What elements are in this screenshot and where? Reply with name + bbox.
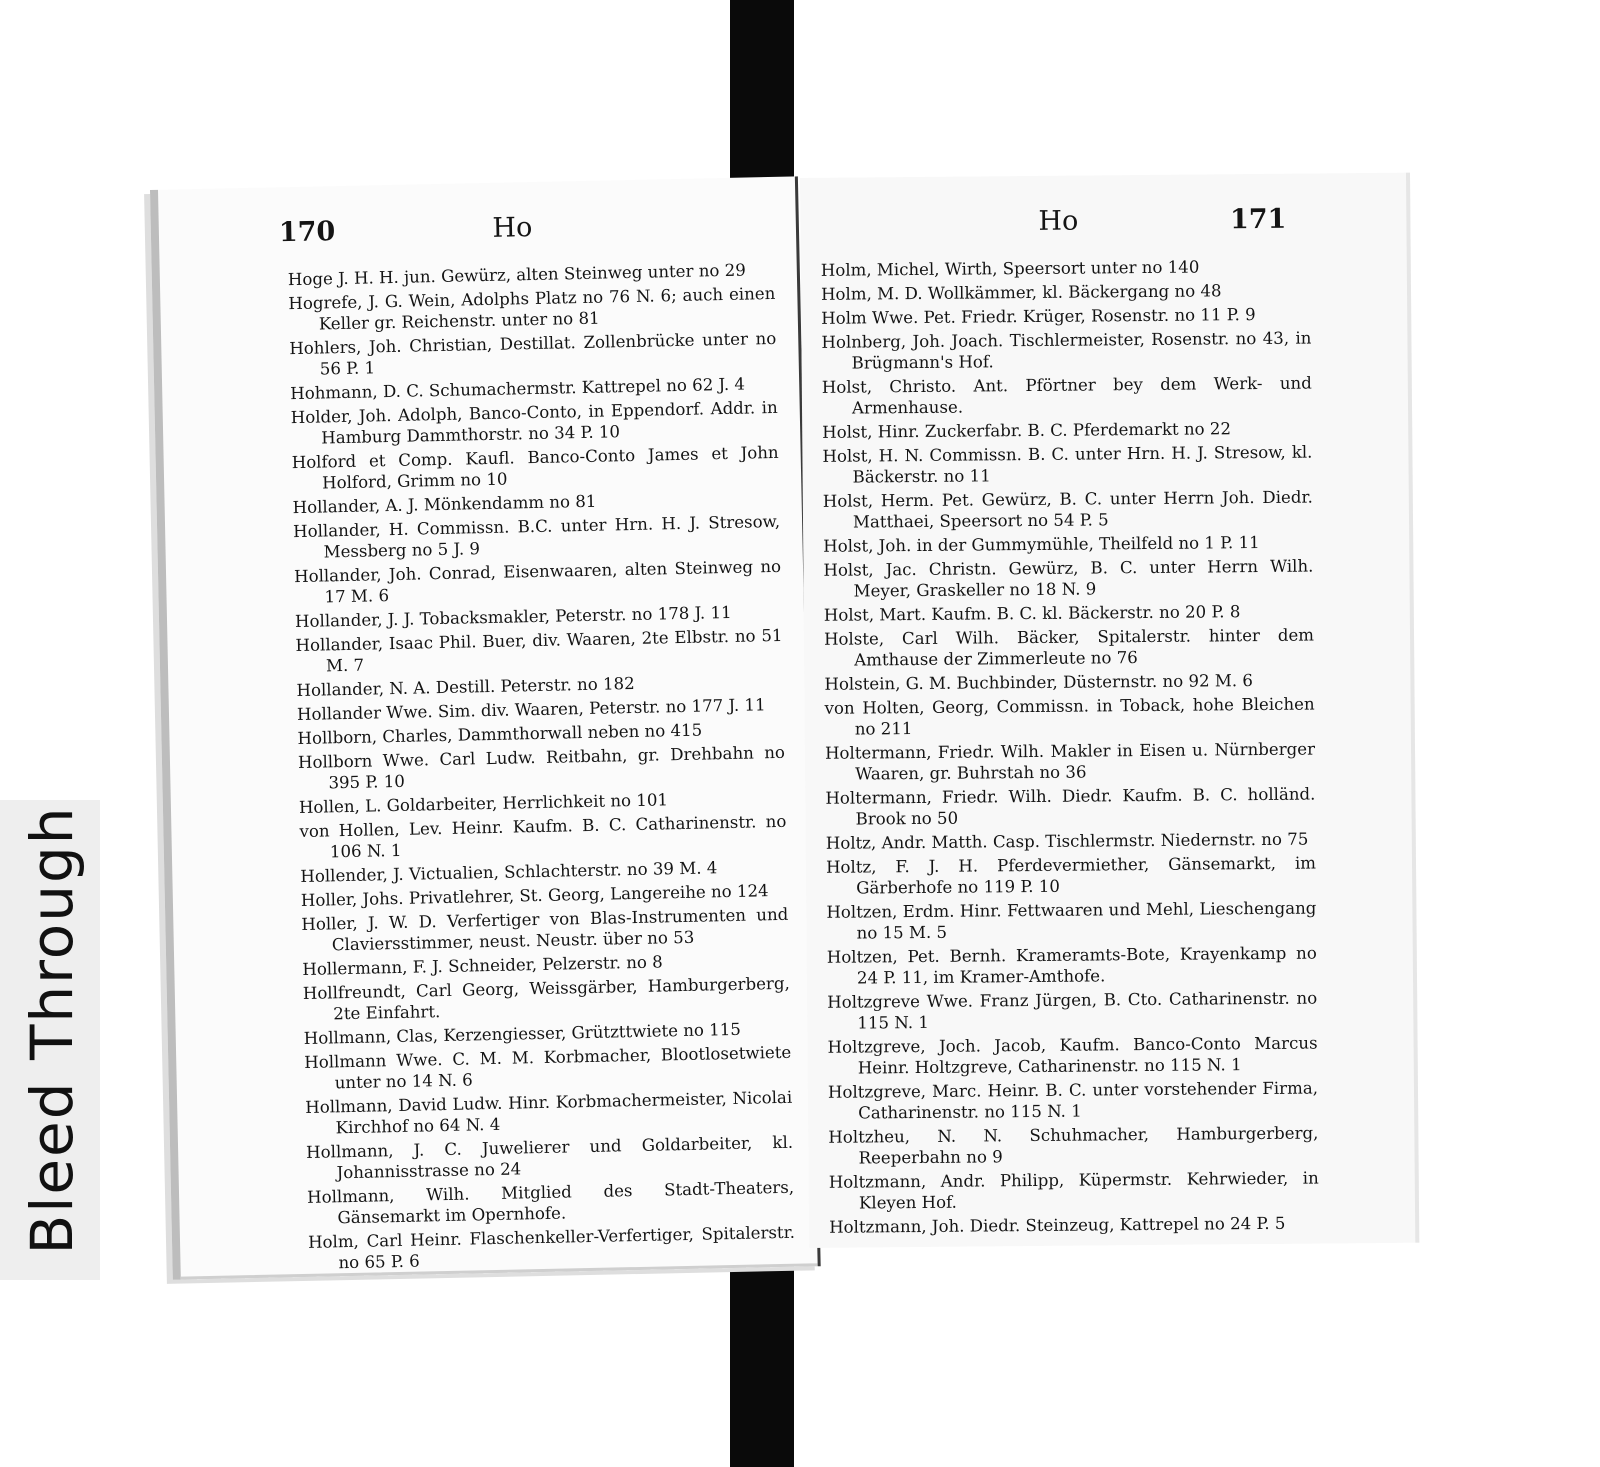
directory-entry: Hohlers, Joh. Christian, Destillat. Zollenbrücke unter no 56 P. 1: [289, 328, 777, 379]
directory-entry: Hollander, H. Commissn. B.C. unter Hrn. H. J. Stresow, Messberg no 5 J. 9: [292, 511, 781, 562]
side-label-text: Bleed Through: [18, 805, 86, 1255]
left-entry-list: [288, 259, 796, 1277]
directory-entry: Holtzen, Pet. Bernh. Krameramts-Bote, Krayenkamp no 24 P. 11, im Kramer-Amthofe.: [826, 943, 1317, 988]
directory-entry: Hoge J. H. H. jun. Gewürz, alten Steinweg unter no 29: [287, 260, 746, 290]
directory-entry: Holstein, G. M. Buchbinder, Düsternstr. no 92 M. 6: [824, 671, 1254, 694]
left-page: [150, 176, 821, 1279]
directory-entry: Holtzgreve Wwe. Franz Jürgen, B. Cto. Catharinenstr. no 115 N. 1: [827, 988, 1318, 1033]
directory-entry: Holm, M. D. Wollkämmer, kl. Bäckergang no 48: [820, 281, 1222, 304]
directory-entry: Hollmann, J. C. Juwelierer und Goldarbeiter, kl. Johannisstrasse no 24: [305, 1132, 794, 1183]
directory-entry: Hollander, Joh. Conrad, Eisenwaaren, alten Steinweg no 17 M. 6: [293, 556, 782, 607]
directory-entry: Hollen, L. Goldarbeiter, Herrlichkeit no 101: [298, 790, 669, 818]
directory-entry: Hollmann Wwe. C. M. M. Korbmacher, Blootlosetwiete unter no 14 N. 6: [304, 1042, 792, 1093]
directory-entry: Hollermann, F. J. Schneider, Pelzerstr. no 8: [302, 952, 663, 979]
directory-entry: Holnberg, Joh. Joach. Tischlermeister, Rosenstr. no 43, in Brügmann's Hof.: [821, 328, 1312, 373]
directory-entry: Holm, Carl Heinr. Flaschenkeller-Verfertiger, Spitalerstr. no 65 P. 6: [307, 1222, 796, 1273]
directory-entry: Hollborn, Charles, Dammthorwall neben no 415: [297, 720, 703, 749]
book-binding-strip-top: [730, 0, 794, 200]
directory-entry: Hogrefe, J. G. Wein, Adolphs Platz no 76 N. 6; auch einen Keller gr. Reichenstr. unter no 81: [288, 283, 776, 334]
directory-entry: Holst, Joh. in der Gummymühle, Theilfeld no 1 P. 11: [823, 533, 1260, 556]
directory-entry: Hollander, N. A. Destill. Peterstr. no 182: [296, 673, 635, 701]
directory-entry: Holder, Joh. Adolph, Banco-Conto, in Eppendorf. Addr. in Hamburg Dammthorstr. no 34 P. 10: [290, 397, 778, 448]
directory-entry: Holtz, Andr. Matth. Casp. Tischlermstr. Niedernstr. no 75: [825, 829, 1309, 853]
directory-entry: von Hollen, Lev. Heinr. Kaufm. B. C. Catharinenstr. no 106 N. 1: [299, 811, 787, 862]
right-page-number: 171: [1229, 203, 1287, 236]
directory-entry: Holtzheu, N. N. Schuhmacher, Hamburgerberg, Reeperbahn no 9: [828, 1123, 1319, 1168]
left-running-head: Ho: [492, 212, 533, 244]
right-entry-list: [821, 256, 1320, 1241]
directory-entry: Holm, Michel, Wirth, Speersort unter no 140: [820, 257, 1200, 280]
directory-entry: Hohmann, D. C. Schumachermstr. Kattrepel no 62 J. 4: [290, 374, 746, 404]
directory-entry: Holtzmann, Andr. Philipp, Küpermstr. Kehrwieder, in Kleyen Hof.: [828, 1168, 1319, 1213]
directory-entry: Hollender, J. Victualien, Schlachterstr. no 39 M. 4: [300, 858, 718, 886]
directory-entry: Hollander, J. J. Tobacksmakler, Peterstr. no 178 J. 11: [294, 602, 732, 632]
directory-entry: Hollander, A. J. Mönkendamm no 81: [292, 491, 597, 518]
right-page: [800, 173, 1419, 1248]
directory-entry: Holler, J. W. D. Verfertiger von Blas-Instrumenten und Claviersstimmer, neust. Neustr. über no 53: [301, 904, 789, 955]
left-page-header: [179, 207, 777, 259]
directory-entry: Hollmann, Clas, Kerzengiesser, Grützttwiete no 115: [303, 1019, 742, 1048]
right-page-header: [820, 203, 1386, 248]
directory-entry: Holst, Hinr. Zuckerfabr. B. C. Pferdemarkt no 22: [822, 419, 1232, 442]
directory-entry: Hollborn Wwe. Carl Ludw. Reitbahn, gr. Drehbahn no 395 P. 10: [297, 742, 786, 793]
directory-entry: Hollmann, Wilh. Mitglied des Stadt-Theaters, Gänsemarkt im Opernhofe.: [306, 1177, 795, 1228]
directory-entry: Holst, Jac. Christn. Gewürz, B. C. unter Herrn Wilh. Meyer, Graskeller no 18 N. 9: [823, 556, 1314, 601]
directory-entry: Holst, H. N. Commissn. B. C. unter Hrn. H. J. Stresow, kl. Bäckerstr. no 11: [822, 442, 1313, 487]
directory-entry: Hollander, Isaac Phil. Buer, div. Waaren, 2te Elbstr. no 51 M. 7: [295, 625, 783, 676]
directory-entry: Holste, Carl Wilh. Bäcker, Spitalerstr. hinter dem Amthause der Zimmerleute no 76: [823, 625, 1315, 670]
directory-entry: Holtermann, Friedr. Wilh. Makler in Eisen u. Nürnberger Waaren, gr. Buhrstah no 36: [824, 739, 1316, 784]
directory-entry: Holm Wwe. Pet. Friedr. Krüger, Rosenstr. no 11 P. 9: [821, 305, 1256, 328]
directory-entry: Hollmann, David Ludw. Hinr. Korbmachermeister, Nicolai Kirchhof no 64 N. 4: [305, 1087, 793, 1138]
directory-entry: Holtzmann, Joh. Diedr. Steinzeug, Kattrepel no 24 P. 5: [829, 1213, 1286, 1237]
directory-entry: Holford et Comp. Kaufl. Banco-Conto James et John Holford, Grimm no 10: [291, 442, 779, 493]
directory-entry: Hollfreundt, Carl Georg, Weissgärber, Hamburgerberg, 2te Einfahrt.: [302, 973, 790, 1024]
directory-entry: Holst, Herm. Pet. Gewürz, B. C. unter Herrn Joh. Diedr. Matthaei, Speersort no 54 P. 5: [822, 487, 1313, 532]
book-binding-strip-bottom: [730, 1250, 794, 1467]
directory-entry: Holtermann, Friedr. Wilh. Diedr. Kaufm. B. C. holländ. Brook no 50: [825, 784, 1316, 829]
directory-entry: Holtzen, Erdm. Hinr. Fettwaaren und Mehl, Lieschengang no 15 M. 5: [826, 898, 1317, 943]
directory-entry: Holst, Christo. Ant. Pförtner bey dem Werk- und Armenhause.: [821, 373, 1312, 418]
directory-entry: Holst, Mart. Kaufm. B. C. kl. Bäckerstr. no 20 P. 8: [823, 602, 1241, 625]
directory-entry: Holtzgreve, Joch. Jacob, Kaufm. Banco-Conto Marcus Heinr. Holtzgreve, Catharinenstr. no 115 N. 1: [827, 1033, 1318, 1078]
left-page-number: 170: [278, 216, 336, 249]
directory-entry: von Holten, Georg, Commissn. in Toback, hohe Bleichen no 211: [824, 694, 1315, 739]
directory-entry: Hollander Wwe. Sim. div. Waaren, Peterstr. no 177 J. 11: [296, 695, 766, 725]
directory-entry: Holtzgreve, Marc. Heinr. B. C. unter vorstehender Firma, Catharinenstr. no 115 N. 1: [827, 1078, 1319, 1123]
directory-entry: Holtz, F. J. H. Pferdevermiether, Gänsemarkt, im Gärberhofe no 119 P. 10: [825, 853, 1317, 898]
right-running-head: Ho: [1038, 205, 1079, 237]
directory-entry: Holler, Johs. Privatlehrer, St. Georg, Langereihe no 124: [300, 881, 769, 910]
